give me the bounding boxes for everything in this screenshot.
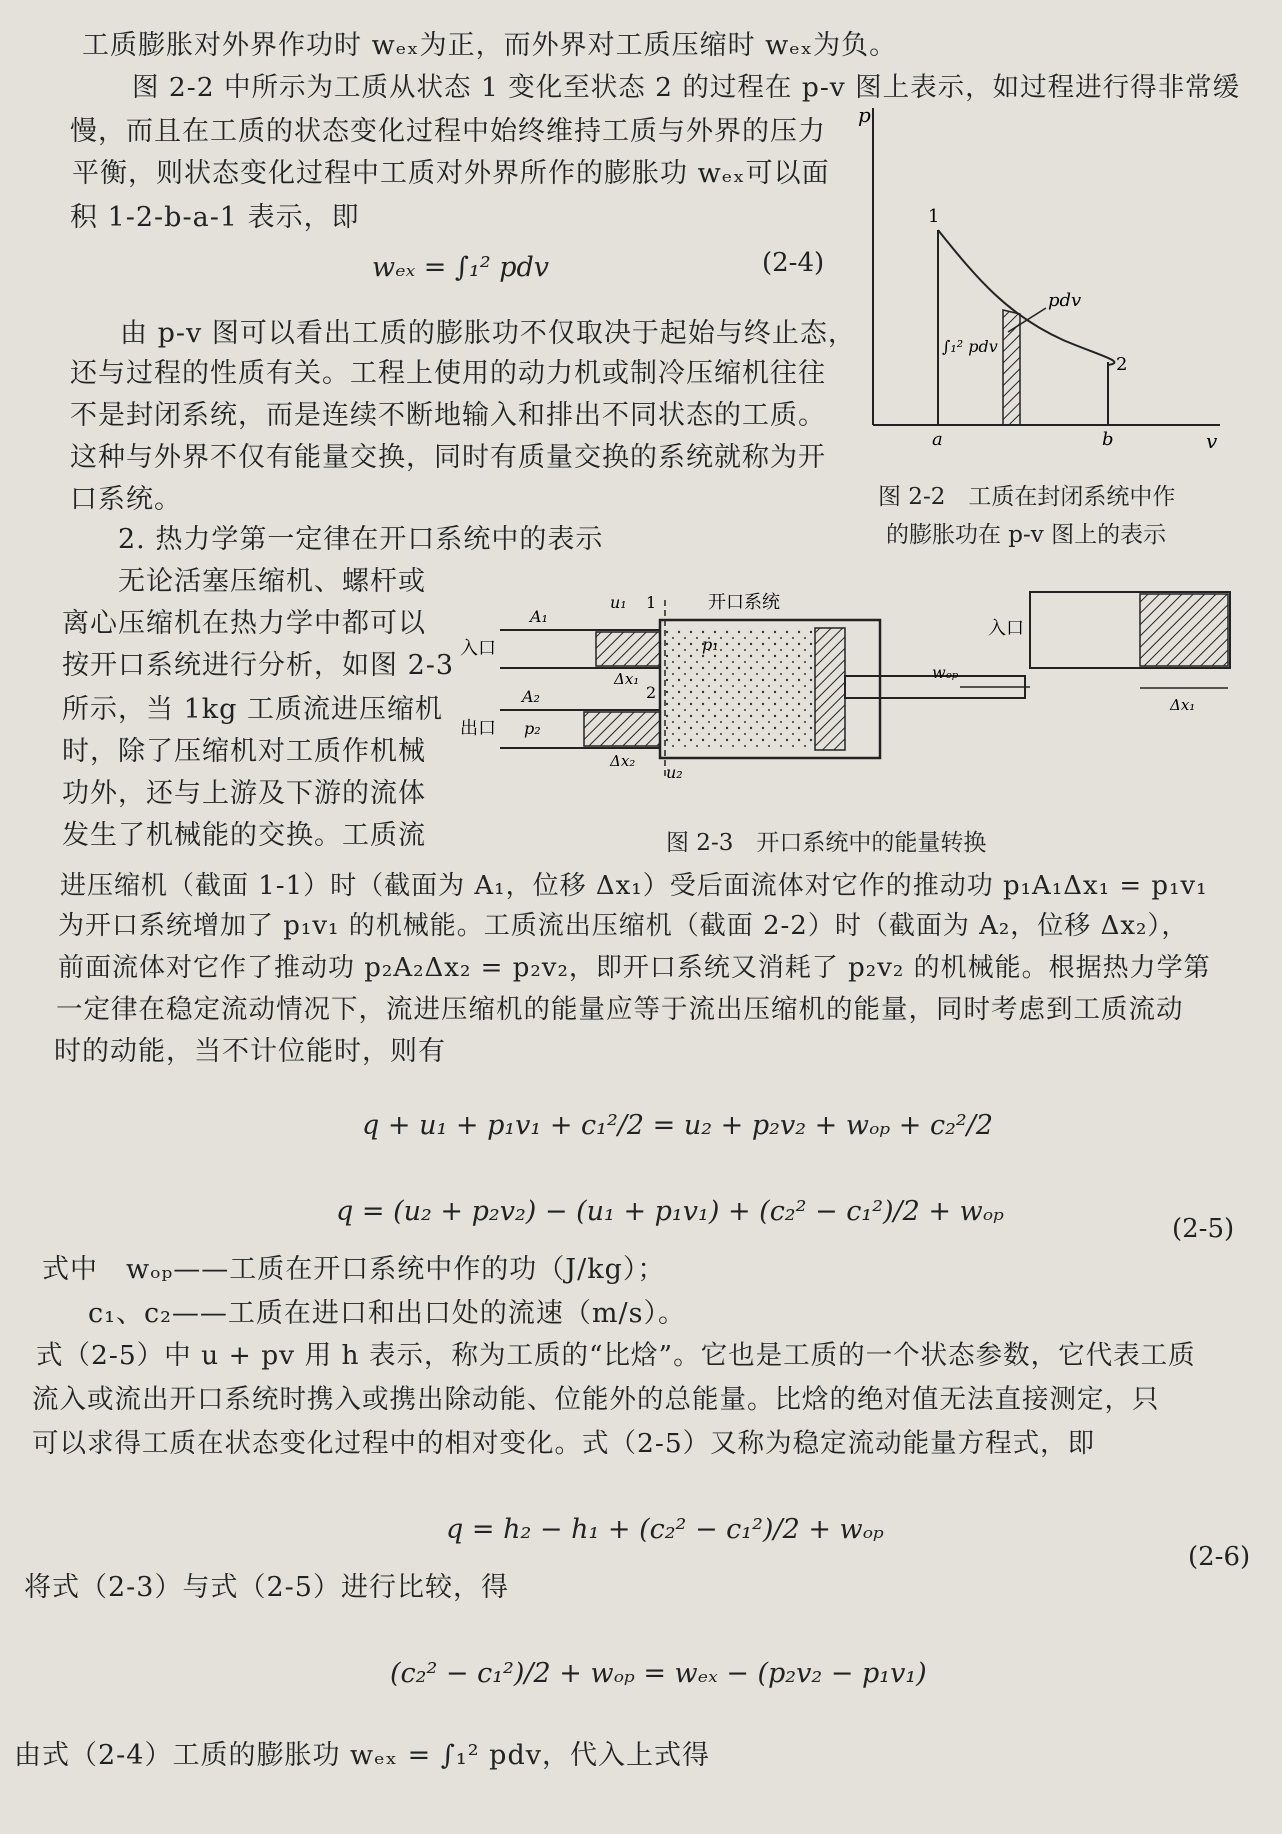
text-line: 一定律在稳定流动情况下，流进压缩机的能量应等于流出压缩机的能量，同时考虑到工质流动 [56,994,1184,1025]
figure-caption: 图 2-3 开口系统中的能量转换 [666,830,987,856]
text-line: 可以求得工质在状态变化过程中的相对变化。式（2-5）又称为稳定流动能量方程式，即 [32,1428,1096,1459]
point-label-a: a [932,429,943,450]
point-label-1: 1 [928,206,940,227]
label-u2: u₂ [666,763,683,782]
equation-2-5a: q + u₁ + p₁v₁ + c₁²/2 = u₂ + p₂v₂ + wₒₚ + c₂²/2 [362,1110,993,1141]
label-integral: ∫₁² pdv [942,337,998,356]
text-line: 为开口系统增加了 p₁v₁ 的机械能。工质流出压缩机（截面 2-2）时（截面为 A₂，位移 Δx₂）， [58,911,1189,941]
label-dx1: Δx₁ [614,670,640,688]
label-pdv: pdv [1048,290,1082,311]
text-line: 功外，还与上游及下游的流体 [62,778,426,809]
text-line: 按开口系统进行分析，如图 2-3 [62,650,455,681]
text-line: 平衡，则状态变化过程中工质对外界所作的膨胀功 wₑₓ可以面 [72,158,830,189]
text-line: 不是封闭系统，而是连续不断地输入和排出不同状态的工质。 [70,400,826,431]
figure-caption: 的膨胀功在 p-v 图上的表示 [886,522,1167,548]
label-p1: p₁ [702,635,719,654]
equation-2-6: q = h₂ − h₁ + (c₂² − c₁²)/2 + wₒₚ [446,1514,884,1545]
text-line: 时，除了压缩机对工质作机械 [62,736,426,767]
outlet-fluid-element [584,712,660,746]
text-line: 工质膨胀对外界作功时 wₑₓ为正，而外界对工质压缩时 wₑₓ为负。 [82,30,898,61]
equation-number: (2-5) [1172,1214,1235,1244]
text-line: 图 2-2 中所示为工质从状态 1 变化至状态 2 的过程在 p-v 图上表示，如过程进行得非常缓 [132,72,1241,103]
label-section-1: 1 [646,593,657,612]
text-line: 离心压缩机在热力学中都可以 [62,608,426,639]
inset-label-dx1: Δx₁ [1170,696,1196,714]
axis-label-p: p [858,103,871,127]
text-line: 前面流体对它作了推动功 p₂A₂Δx₂ = p₂v₂，即开口系统又消耗了 p₂v₂ 的机械能。根据热力学第 [58,953,1211,983]
point-label-2: 2 [1116,354,1128,375]
text-line: 还与过程的性质有关。工程上使用的动力机或制冷压缩机往往 [70,358,826,389]
inset-label-inlet: 入口 [988,618,1024,639]
label-u1: u₁ [610,593,627,612]
label-inlet: 入口 [460,638,496,659]
label-p2: p₂ [524,719,541,738]
text-line: 慢，而且在工质的状态变化过程中始终维持工质与外界的压力 [70,116,826,147]
label-A2: A₂ [522,687,540,706]
text-line: 式中 wₒₚ——工质在开口系统中作的功（J/kg）； [42,1254,666,1285]
working-fluid [665,630,815,748]
figure-caption: 图 2-2 工质在封闭系统中作 [878,484,1176,510]
equation-2-4: wₑₓ = ∫₁² pdv [372,252,550,283]
label-outlet: 出口 [460,718,496,739]
text-line: 口系统。 [70,484,182,515]
point-label-b: b [1102,429,1114,450]
equation-2-5b: q = (u₂ + p₂v₂) − (u₁ + p₁v₁) + (c₂² − c₁²)/2 + wₒₚ [336,1196,1004,1227]
figure-2-3-open-system [460,580,1250,810]
label-wop: wₒₚ [932,663,959,682]
inlet-fluid-element [596,632,660,666]
text-line: 由式（2-4）工质的膨胀功 wₑₓ = ∫₁² pdv，代入上式得 [14,1740,710,1771]
label-section-2: 2 [646,683,657,702]
equation-number: (2-4) [762,248,825,278]
equation-combined: (c₂² − c₁²)/2 + wₒₚ = wₑₓ − (p₂v₂ − p₁v₁) [390,1658,927,1689]
text-line: 流入或流出开口系统时携入或携出除动能、位能外的总能量。比焓的绝对值无法直接测定，只 [32,1384,1160,1415]
text-line: 发生了机械能的交换。工质流 [62,820,426,851]
text-line: 这种与外界不仅有能量交换，同时有质量交换的系统就称为开 [70,442,826,473]
piston [815,628,845,750]
text-line: 所示，当 1kg 工质流进压缩机 [62,694,443,725]
equation-number: (2-6) [1188,1542,1251,1572]
text-line: 无论活塞压缩机、螺杆或 [118,566,426,597]
figure-2-2-pv-diagram [858,100,1228,450]
text-line: 积 1-2-b-a-1 表示，即 [70,202,360,233]
text-line: 式（2-5）中 u + pv 用 h 表示，称为工质的“比焓”。它也是工质的一个状态参数，它代表工质 [36,1340,1196,1371]
text-line: 时的动能，当不计位能时，则有 [54,1036,446,1067]
text-line: 由 p-v 图可以看出工质的膨胀功不仅取决于起始与终止态， [120,318,856,349]
hatched-strip [1003,310,1020,425]
axis-label-v: v [1206,429,1218,450]
text-line: 进压缩机（截面 1-1）时（截面为 A₁，位移 Δx₁）受后面流体对它作的推动功 p₁A₁Δx₁ = p₁v₁ [60,871,1208,901]
text-line: c₁、c₂——工质在进口和出口处的流速（m/s）。 [88,1298,686,1329]
label-A1: A₁ [530,607,548,626]
inset-fluid-element [1140,594,1228,666]
label-open-system: 开口系统 [708,592,780,613]
section-heading: 2. 热力学第一定律在开口系统中的表示 [118,524,604,555]
label-dx2: Δx₂ [610,752,636,770]
text-line: 将式（2-3）与式（2-5）进行比较，得 [24,1572,509,1603]
